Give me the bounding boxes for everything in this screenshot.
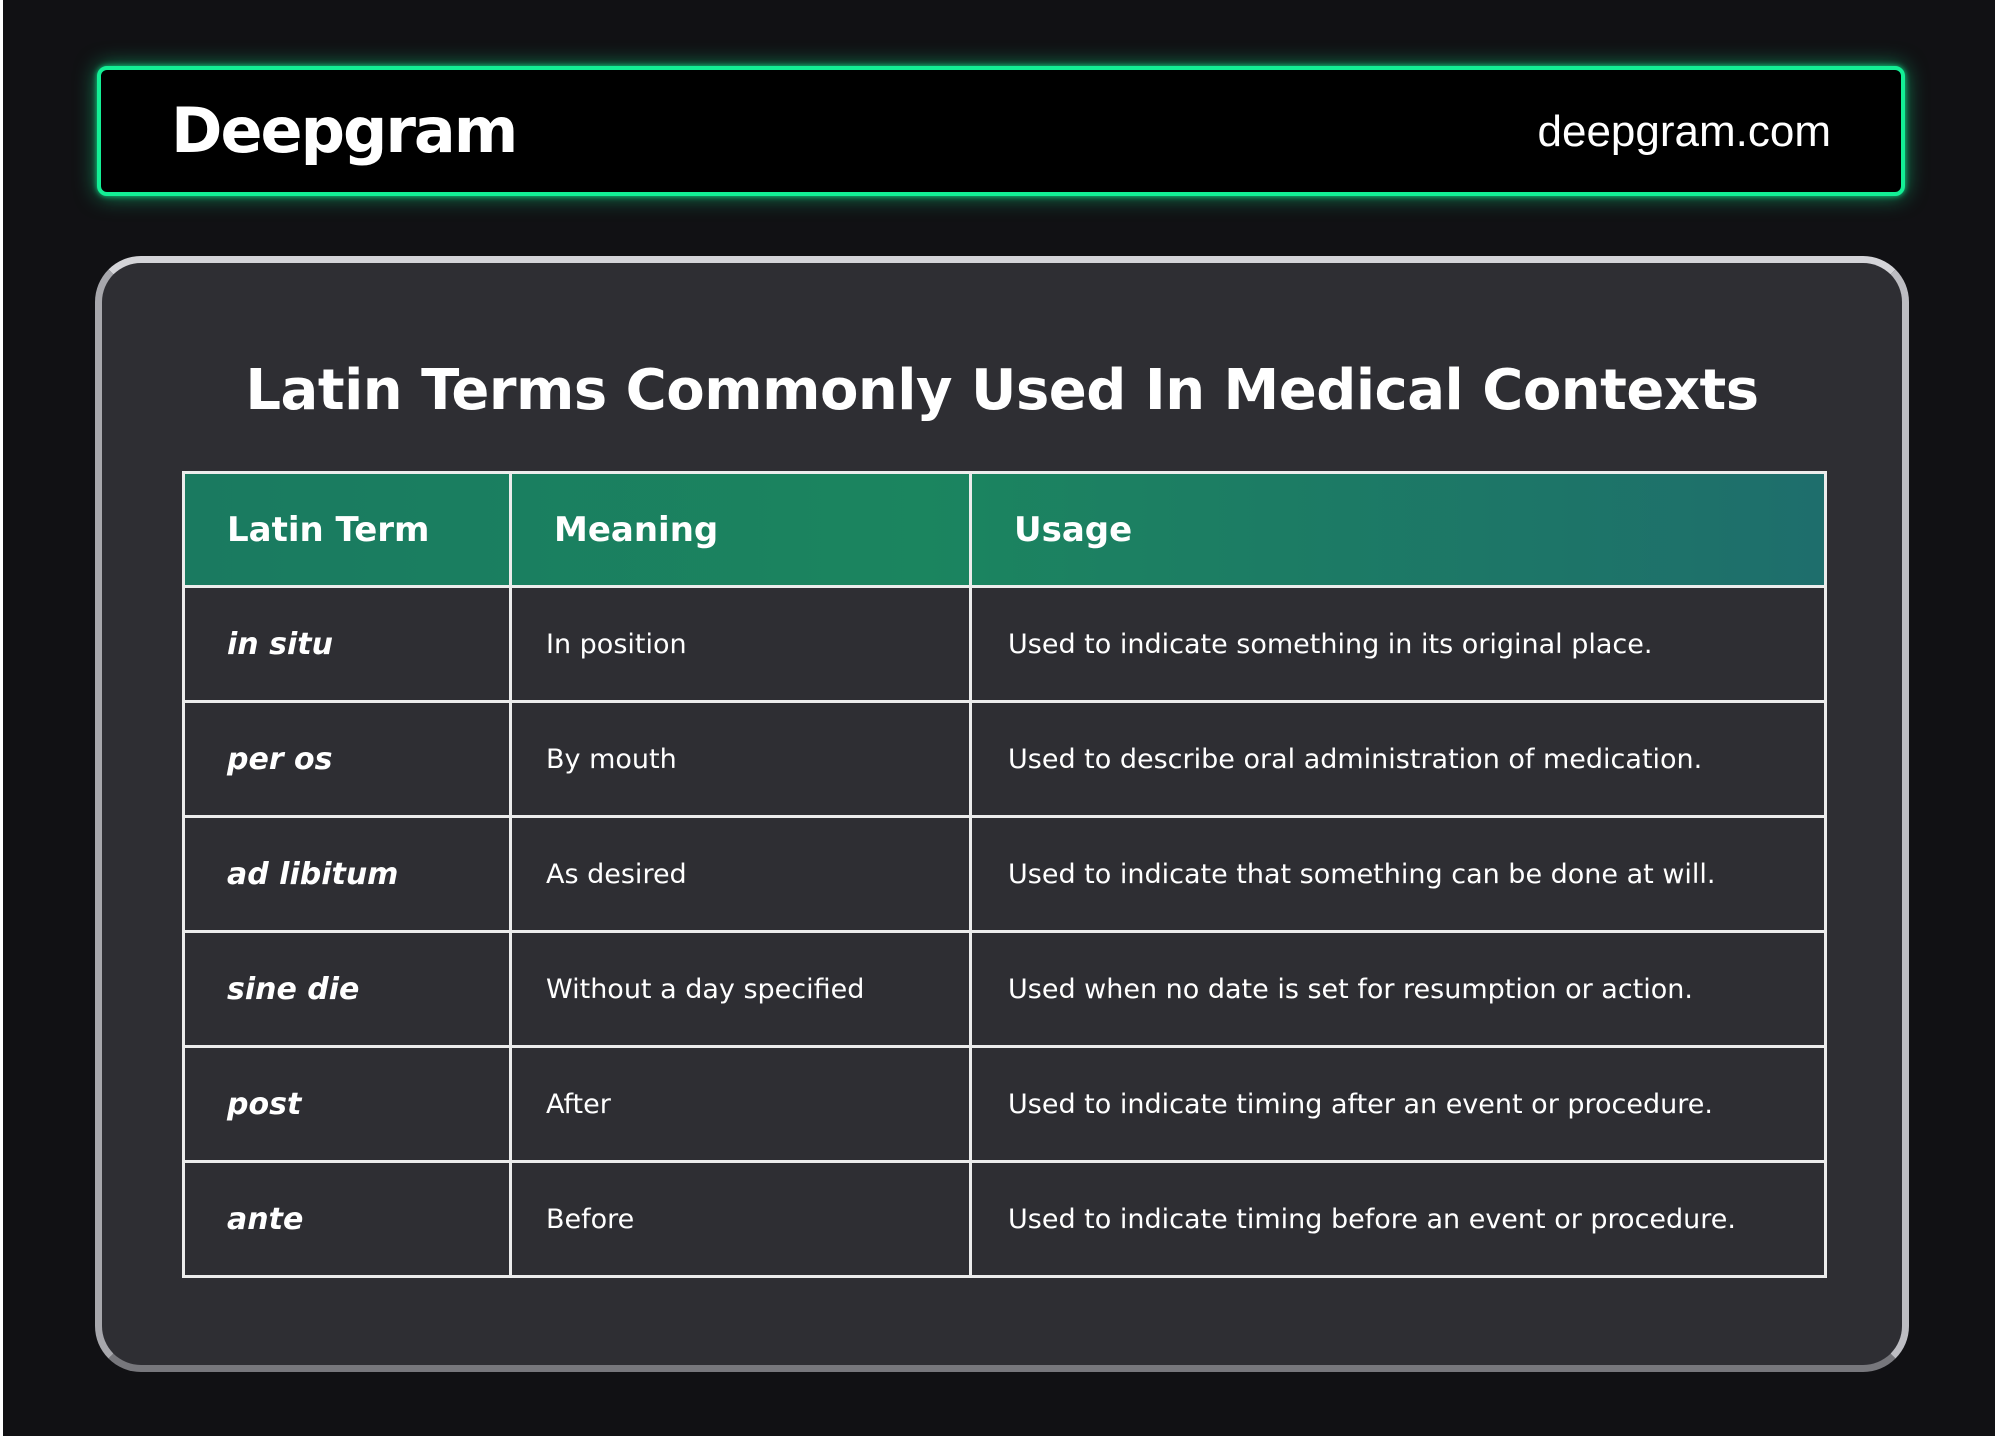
usage-cell: Used to indicate timing after an event or procedure. [971,1047,1826,1162]
latin-term-cell: per os [184,702,511,817]
meaning-cell: As desired [511,817,971,932]
latin-term-cell: post [184,1047,511,1162]
meaning-cell: Before [511,1162,971,1277]
table-row [184,1047,1826,1162]
site-link[interactable]: deepgram.com [1537,107,1831,156]
latin-terms-table-container [182,471,1824,1278]
meaning-cell: By mouth [511,702,971,817]
usage-cell: Used when no date is set for resumption or action. [971,932,1826,1047]
latin-term-cell: ad libitum [184,817,511,932]
column-header-meaning: Meaning [511,473,971,587]
content-card [95,256,1909,1372]
column-header-latin-term: Latin Term [184,473,511,587]
table-row [184,817,1826,932]
usage-cell: Used to indicate something in its original place. [971,587,1826,702]
table-row [184,1162,1826,1277]
column-header-usage: Usage [971,473,1826,587]
table-header-row [184,473,1826,587]
page-canvas [3,0,1995,1436]
latin-terms-table [182,471,1827,1278]
table-row [184,932,1826,1047]
usage-cell: Used to indicate that something can be done at will. [971,817,1826,932]
usage-cell: Used to describe oral administration of medication. [971,702,1826,817]
latin-term-cell: in situ [184,587,511,702]
table-row [184,587,1826,702]
meaning-cell: Without a day specified [511,932,971,1047]
latin-term-cell: sine die [184,932,511,1047]
meaning-cell: In position [511,587,971,702]
usage-cell: Used to indicate timing before an event or procedure. [971,1162,1826,1277]
table-row [184,702,1826,817]
latin-term-cell: ante [184,1162,511,1277]
deepgram-logo: Deepgram [171,94,517,167]
meaning-cell: After [511,1047,971,1162]
brand-header [97,66,1905,196]
page-title: Latin Terms Commonly Used In Medical Contexts [245,358,1759,423]
